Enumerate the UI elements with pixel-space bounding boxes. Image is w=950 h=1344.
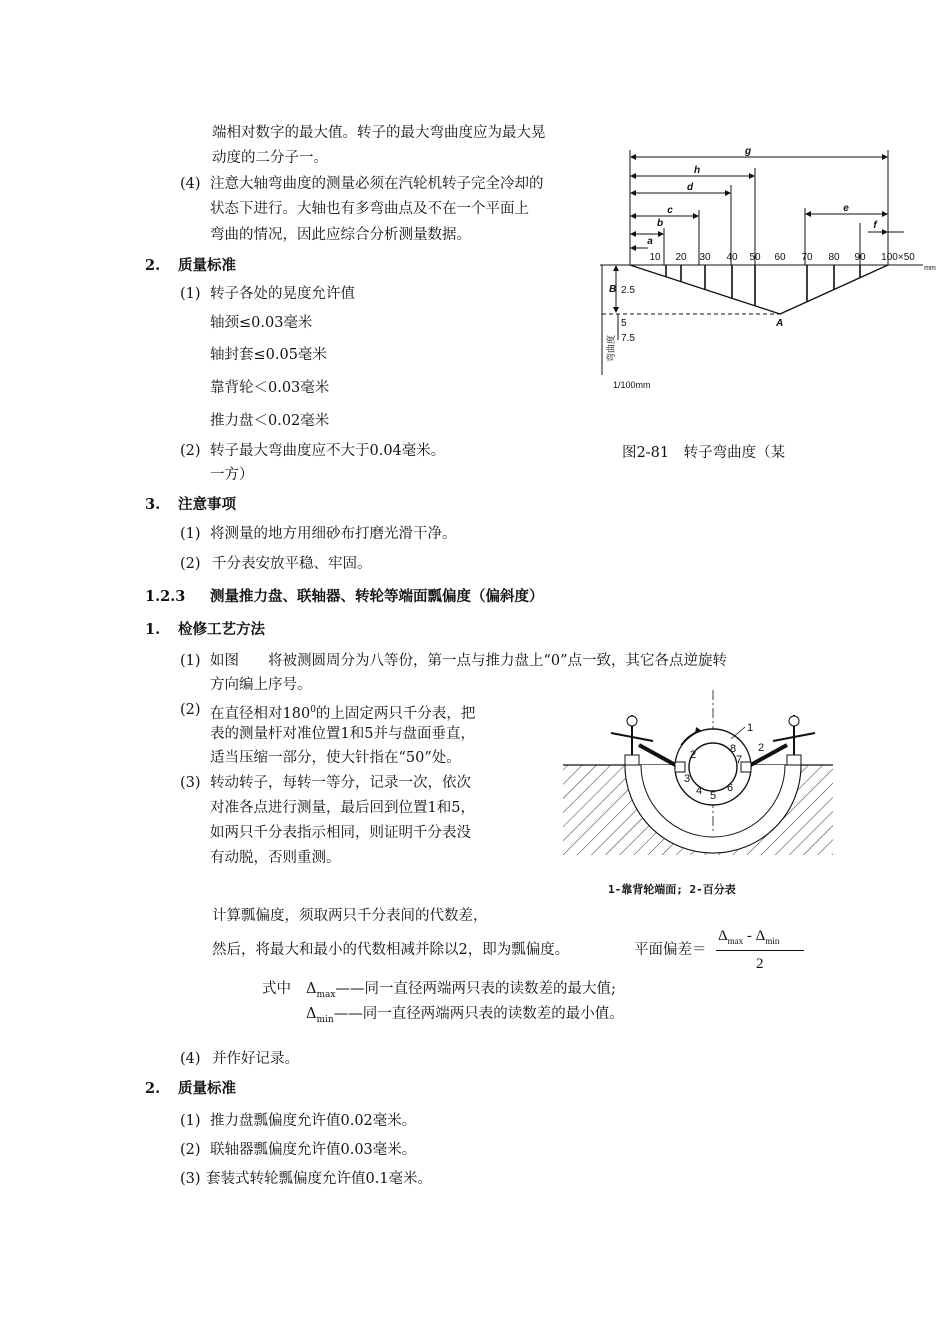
sec1-i2-number: (2): [180, 702, 201, 718]
sec2b-i3-text: 套装式转轮瓢偏度允许值0.1毫米。: [206, 1171, 433, 1187]
sec1-i3-number: (3): [180, 775, 201, 791]
sec3-i1-number: (1): [180, 526, 201, 542]
dim-label-h: h: [693, 165, 701, 176]
figure1-caption: 图2-81 转子弯曲度（某: [622, 445, 786, 461]
dim-label-g: g: [744, 146, 752, 157]
dim-label-f: f: [873, 220, 877, 231]
dim-label-d: d: [686, 182, 694, 193]
sec2a-i2-line1: 转子最大弯曲度应不大于0.04毫米。: [210, 443, 446, 459]
tick-60: 60: [774, 252, 786, 263]
sec2a-i1-text: 转子各处的晃度允许值: [210, 286, 355, 302]
sec123-number: 1.2.3: [145, 588, 186, 605]
sec1-number: 1.: [145, 621, 161, 638]
sec2a-value-thrust-disc: 推力盘＜0.02毫米: [210, 413, 330, 429]
para-top-line1: 端相对数字的最大值。转子的最大弯曲度应为最大晃: [212, 125, 546, 141]
sec2b-i2-number: (2): [180, 1142, 201, 1158]
sec2a-i2-line2: 一方）: [210, 467, 254, 483]
sec1-i2-line3: 适当压缩一部分，使大针指在“50”处。: [210, 750, 461, 766]
tick-90: 90: [854, 252, 866, 263]
formula-numerator: $\Delta_{max} - \Delta_{min}$: [718, 928, 780, 946]
sec1-title: 检修工艺方法: [178, 621, 265, 638]
label-part-1: 1: [746, 722, 754, 734]
sec1-i1-number: (1): [180, 653, 201, 669]
sec1-i1-line1: 如图 将被测圆周分为八等份，第一点与推力盘上“0”点一致，其它各点逆旋转: [210, 653, 728, 669]
dim-label-a: a: [647, 236, 653, 247]
tick-20: 20: [675, 252, 687, 263]
label-position-4: 4: [695, 785, 703, 797]
where-line2: $\Delta_{min}——$同一直径两端两只表的读数差的最小值。: [306, 1006, 624, 1025]
figure2-caption: 1-靠背轮端面; 2-百分表: [608, 883, 736, 896]
where-prefix: 式中: [262, 981, 291, 997]
sec3-title: 注意事项: [178, 496, 236, 513]
formula-denominator: 2: [756, 956, 764, 972]
tick-80: 80: [828, 252, 840, 263]
sec2b-i2-text: 联轴器瓢偏度允许值0.03毫米。: [210, 1142, 417, 1158]
dim-label-c: c: [667, 205, 673, 216]
label-position-7: 7: [735, 754, 743, 766]
dim-label-e: e: [843, 203, 849, 214]
runout-measurement-diagram: [563, 685, 833, 880]
label-part-2: 2: [757, 742, 765, 754]
ytick-7-5: 7.5: [621, 333, 635, 344]
y-axis-unit: 1/100mm: [613, 380, 651, 390]
sec1-i4-text: 并作好记录。: [212, 1051, 299, 1067]
sec1-i2-line2: 表的测量杆对准位置1和5并与盘面垂直，: [210, 726, 475, 742]
y-axis-label: 弯曲度: [606, 334, 616, 362]
sec2b-i1-number: (1): [180, 1113, 201, 1129]
label-position-2: 2: [689, 749, 697, 761]
ytick-2-5: 2.5: [621, 285, 635, 296]
sec2a-value-journal: 轴颈≤0.03毫米: [210, 315, 313, 331]
unit-mm: mm: [924, 265, 936, 272]
label-position-5: 5: [709, 790, 717, 802]
item4-line3: 弯曲的情况，因此应综合分析测量数据。: [210, 227, 471, 243]
sec2a-value-seal-sleeve: 轴封套≤0.05毫米: [210, 347, 327, 363]
sec3-i2-number: (2): [180, 556, 201, 572]
sec2a-value-coupling: 靠背轮＜0.03毫米: [210, 380, 330, 396]
sec1-i2-line1: 在直径相对$180^0$的上固定两只千分表，把: [210, 705, 476, 722]
tick-40: 40: [726, 252, 738, 263]
tick-10: 10: [649, 252, 661, 263]
sec3-number: 3.: [145, 496, 161, 513]
sec3-i2-text: 千分表安放平稳、牢固。: [212, 556, 372, 572]
tick-70: 70: [801, 252, 813, 263]
sec3-i1-text: 将测量的地方用细砂布打磨光滑干净。: [210, 526, 457, 542]
formula-fraction-bar: [716, 950, 804, 951]
para-top-line2: 动度的二分子一。: [212, 150, 328, 166]
point-A-label: A: [776, 318, 784, 329]
label-position-3: 3: [683, 773, 691, 785]
calc-line1: 计算瓢偏度，须取两只千分表间的代数差，: [212, 908, 488, 924]
sec2b-title: 质量标准: [178, 1080, 236, 1097]
sec1-i3-line3: 如两只千分表指示相同，则证明千分表没: [210, 825, 471, 841]
sec1-i3-line1: 转动转子，每转一等分，记录一次，依次: [210, 775, 471, 791]
formula-label: 平面偏差＝: [634, 942, 707, 958]
sec1-i3-line4: 有动脱，否则重测。: [210, 850, 341, 866]
label-position-6: 6: [726, 782, 734, 794]
item4-line2: 状态下进行。大轴也有多弯曲点及不在一个平面上: [210, 201, 529, 217]
tick-100x50: 100×50: [881, 252, 915, 263]
sec1-i1-line2: 方向编上序号。: [210, 677, 312, 693]
item4-line1: 注意大轴弯曲度的测量必须在汽轮机转子完全冷却的: [210, 176, 544, 192]
dim-label-b: b: [656, 218, 664, 229]
rotor-bending-diagram: [598, 140, 943, 400]
calc-line2: 然后，将最大和最小的代数相减并除以2，即为瓢偏度。: [212, 942, 570, 958]
dim-label-B: B: [609, 284, 617, 295]
sec2a-number: 2.: [145, 257, 161, 274]
sec2b-number: 2.: [145, 1080, 161, 1097]
sec2a-i2-number: (2): [180, 443, 201, 459]
sec2b-i1-text: 推力盘瓢偏度允许值0.02毫米。: [210, 1113, 417, 1129]
tick-30: 30: [699, 252, 711, 263]
sec2a-i1-number: (1): [180, 286, 201, 302]
tick-50: 50: [749, 252, 761, 263]
sec123-title: 测量推力盘、联轴器、转轮等端面瓢偏度（偏斜度）: [210, 588, 544, 605]
item4-number: (4): [180, 176, 201, 192]
sec1-i3-line2: 对准各点进行测量，最后回到位置1和5，: [210, 800, 475, 816]
sec2b-i3-number: (3): [180, 1171, 201, 1187]
where-line1: $\Delta_{max}——$同一直径两端两只表的读数差的最大值;: [306, 981, 616, 1000]
sec2a-title: 质量标准: [178, 257, 236, 274]
ytick-5: 5: [621, 318, 627, 329]
sec1-i4-number: (4): [180, 1051, 201, 1067]
label-position-8: 8: [729, 743, 737, 755]
